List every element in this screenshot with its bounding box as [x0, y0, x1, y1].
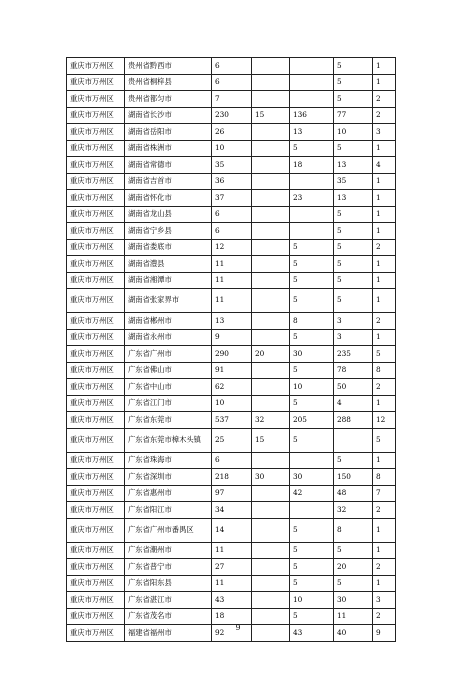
value-cell: 2	[373, 107, 396, 124]
value-cell	[252, 518, 290, 542]
destination-cell: 湖南省岳阳市	[125, 124, 212, 141]
value-cell	[290, 58, 334, 75]
origin-cell: 重庆市万州区	[67, 58, 125, 75]
value-cell: 1	[373, 575, 396, 592]
table-row	[67, 469, 396, 486]
origin-cell: 重庆市万州区	[67, 239, 125, 256]
value-cell: 1	[373, 58, 396, 75]
origin-cell: 重庆市万州区	[67, 518, 125, 542]
value-cell: 5	[334, 452, 373, 469]
value-cell: 1	[373, 329, 396, 346]
table-row	[67, 190, 396, 207]
destination-cell: 广东省深圳市	[125, 469, 212, 486]
origin-cell: 重庆市万州区	[67, 157, 125, 174]
table-row	[67, 313, 396, 330]
value-cell: 235	[334, 346, 373, 363]
table-row	[67, 206, 396, 223]
value-cell: 5	[334, 289, 373, 313]
destination-cell: 广东省中山市	[125, 379, 212, 396]
value-cell: 43	[290, 625, 334, 642]
value-cell: 78	[334, 362, 373, 379]
value-cell: 7	[373, 485, 396, 502]
value-cell	[252, 58, 290, 75]
value-cell	[290, 91, 334, 108]
destination-cell: 湖南省常德市	[125, 157, 212, 174]
value-cell: 35	[212, 157, 252, 174]
value-cell: 205	[290, 412, 334, 429]
value-cell: 32	[334, 502, 373, 519]
value-cell: 62	[212, 379, 252, 396]
value-cell: 5	[290, 329, 334, 346]
value-cell: 43	[212, 592, 252, 609]
value-cell	[252, 452, 290, 469]
value-cell	[252, 395, 290, 412]
value-cell: 23	[290, 190, 334, 207]
origin-cell: 重庆市万州区	[67, 190, 125, 207]
table-row	[67, 502, 396, 519]
value-cell: 18	[212, 608, 252, 625]
table-row	[67, 346, 396, 363]
destination-cell: 广东省珠海市	[125, 452, 212, 469]
destination-cell: 福建省福州市	[125, 625, 212, 642]
value-cell: 11	[212, 575, 252, 592]
value-cell: 5	[334, 542, 373, 559]
value-cell	[290, 223, 334, 240]
origin-cell: 重庆市万州区	[67, 452, 125, 469]
value-cell: 5	[290, 272, 334, 289]
destination-cell: 湖南省株洲市	[125, 140, 212, 157]
value-cell: 5	[373, 346, 396, 363]
value-cell: 5	[334, 239, 373, 256]
value-cell: 5	[334, 74, 373, 91]
destination-cell: 广东省普宁市	[125, 559, 212, 576]
value-cell: 7	[212, 91, 252, 108]
table-body	[67, 58, 396, 642]
value-cell: 6	[212, 223, 252, 240]
value-cell: 5	[290, 542, 334, 559]
value-cell: 5	[290, 575, 334, 592]
value-cell: 150	[334, 469, 373, 486]
destination-cell: 广东省潮州市	[125, 542, 212, 559]
value-cell: 12	[373, 412, 396, 429]
table-row	[67, 107, 396, 124]
value-cell	[252, 223, 290, 240]
value-cell: 37	[212, 190, 252, 207]
destination-cell: 湖南省郴州市	[125, 313, 212, 330]
origin-cell: 重庆市万州区	[67, 289, 125, 313]
table-row	[67, 559, 396, 576]
origin-cell: 重庆市万州区	[67, 395, 125, 412]
value-cell: 11	[212, 289, 252, 313]
origin-cell: 重庆市万州区	[67, 575, 125, 592]
value-cell: 25	[212, 428, 252, 452]
destination-cell: 广东省东莞市樟木头镇	[125, 428, 212, 452]
value-cell: 77	[334, 107, 373, 124]
value-cell: 5	[290, 559, 334, 576]
table-row	[67, 485, 396, 502]
table-row	[67, 140, 396, 157]
value-cell	[252, 91, 290, 108]
origin-cell: 重庆市万州区	[67, 502, 125, 519]
value-cell: 26	[212, 124, 252, 141]
value-cell	[252, 575, 290, 592]
origin-cell: 重庆市万州区	[67, 469, 125, 486]
value-cell: 13	[334, 190, 373, 207]
destination-cell: 贵州省桐梓县	[125, 74, 212, 91]
table-row	[67, 542, 396, 559]
origin-cell: 重庆市万州区	[67, 74, 125, 91]
origin-cell: 重庆市万州区	[67, 206, 125, 223]
origin-cell: 重庆市万州区	[67, 542, 125, 559]
value-cell	[252, 157, 290, 174]
value-cell	[290, 206, 334, 223]
value-cell: 1	[373, 272, 396, 289]
value-cell: 1	[373, 518, 396, 542]
origin-cell: 重庆市万州区	[67, 346, 125, 363]
table-row	[67, 428, 396, 452]
value-cell: 2	[373, 313, 396, 330]
destination-cell: 贵州省黔西市	[125, 58, 212, 75]
value-cell: 6	[212, 206, 252, 223]
origin-cell: 重庆市万州区	[67, 329, 125, 346]
value-cell	[252, 289, 290, 313]
value-cell: 3	[334, 313, 373, 330]
value-cell: 3	[334, 329, 373, 346]
origin-cell: 重庆市万州区	[67, 313, 125, 330]
value-cell: 5	[290, 428, 334, 452]
table-row	[67, 452, 396, 469]
value-cell: 1	[373, 452, 396, 469]
destination-cell: 广东省茂名市	[125, 608, 212, 625]
table-row	[67, 272, 396, 289]
value-cell: 5	[290, 395, 334, 412]
value-cell: 5	[334, 256, 373, 273]
table-row	[67, 239, 396, 256]
value-cell: 5	[290, 289, 334, 313]
value-cell: 5	[290, 362, 334, 379]
destination-cell: 湖南省湘潭市	[125, 272, 212, 289]
value-cell: 34	[212, 502, 252, 519]
value-cell: 5	[290, 140, 334, 157]
value-cell	[252, 256, 290, 273]
value-cell: 6	[212, 58, 252, 75]
value-cell: 1	[373, 256, 396, 273]
value-cell: 14	[212, 518, 252, 542]
value-cell: 3	[373, 124, 396, 141]
destination-cell: 广东省广州市番禺区	[125, 518, 212, 542]
value-cell: 8	[373, 362, 396, 379]
value-cell	[290, 173, 334, 190]
value-cell: 2	[373, 502, 396, 519]
table-row	[67, 223, 396, 240]
value-cell: 5	[290, 608, 334, 625]
origin-cell: 重庆市万州区	[67, 223, 125, 240]
value-cell: 48	[334, 485, 373, 502]
table-row	[67, 157, 396, 174]
table-row	[67, 379, 396, 396]
value-cell: 6	[212, 452, 252, 469]
destination-cell: 湖南省澧县	[125, 256, 212, 273]
value-cell	[252, 206, 290, 223]
table-row	[67, 362, 396, 379]
destination-cell: 广东省惠州市	[125, 485, 212, 502]
value-cell: 1	[373, 173, 396, 190]
value-cell: 91	[212, 362, 252, 379]
value-cell	[252, 485, 290, 502]
data-table	[66, 57, 396, 642]
value-cell: 537	[212, 412, 252, 429]
value-cell: 2	[373, 91, 396, 108]
value-cell: 1	[373, 395, 396, 412]
destination-cell: 湖南省永州市	[125, 329, 212, 346]
value-cell: 8	[373, 469, 396, 486]
origin-cell: 重庆市万州区	[67, 592, 125, 609]
destination-cell: 贵州省都匀市	[125, 91, 212, 108]
destination-cell: 广东省佛山市	[125, 362, 212, 379]
table-row	[67, 256, 396, 273]
value-cell: 5	[334, 91, 373, 108]
value-cell: 2	[373, 239, 396, 256]
value-cell	[290, 74, 334, 91]
value-cell: 11	[334, 608, 373, 625]
value-cell: 2	[373, 608, 396, 625]
value-cell: 11	[212, 542, 252, 559]
value-cell: 10	[334, 124, 373, 141]
value-cell: 5	[334, 206, 373, 223]
value-cell	[252, 140, 290, 157]
value-cell: 4	[334, 395, 373, 412]
destination-cell: 湖南省宁乡县	[125, 223, 212, 240]
value-cell: 5	[334, 140, 373, 157]
value-cell: 2	[373, 379, 396, 396]
value-cell: 30	[252, 469, 290, 486]
value-cell: 18	[290, 157, 334, 174]
value-cell: 11	[212, 256, 252, 273]
value-cell: 13	[212, 313, 252, 330]
origin-cell: 重庆市万州区	[67, 559, 125, 576]
value-cell: 5	[373, 428, 396, 452]
destination-cell: 湖南省张家界市	[125, 289, 212, 313]
destination-cell: 湖南省长沙市	[125, 107, 212, 124]
value-cell: 42	[290, 485, 334, 502]
value-cell: 1	[373, 206, 396, 223]
table-row	[67, 412, 396, 429]
value-cell: 1	[373, 542, 396, 559]
value-cell: 35	[334, 173, 373, 190]
value-cell: 30	[290, 346, 334, 363]
value-cell: 8	[290, 313, 334, 330]
value-cell: 1	[373, 140, 396, 157]
destination-cell: 湖南省龙山县	[125, 206, 212, 223]
origin-cell: 重庆市万州区	[67, 379, 125, 396]
value-cell	[290, 452, 334, 469]
value-cell: 5	[290, 256, 334, 273]
value-cell: 20	[252, 346, 290, 363]
value-cell: 5	[334, 58, 373, 75]
origin-cell: 重庆市万州区	[67, 91, 125, 108]
value-cell: 290	[212, 346, 252, 363]
value-cell: 10	[290, 379, 334, 396]
value-cell	[252, 542, 290, 559]
value-cell: 1	[373, 289, 396, 313]
value-cell: 11	[212, 272, 252, 289]
value-cell: 5	[290, 239, 334, 256]
value-cell: 10	[290, 592, 334, 609]
value-cell: 4	[373, 157, 396, 174]
table-row	[67, 74, 396, 91]
value-cell	[252, 559, 290, 576]
value-cell: 288	[334, 412, 373, 429]
value-cell: 2	[373, 559, 396, 576]
origin-cell: 重庆市万州区	[67, 608, 125, 625]
destination-cell: 湖南省娄底市	[125, 239, 212, 256]
value-cell: 10	[212, 140, 252, 157]
value-cell: 5	[334, 272, 373, 289]
value-cell: 15	[252, 428, 290, 452]
value-cell	[252, 362, 290, 379]
page-number: 9	[235, 623, 241, 632]
value-cell	[334, 428, 373, 452]
value-cell: 30	[290, 469, 334, 486]
value-cell: 6	[212, 74, 252, 91]
value-cell	[252, 329, 290, 346]
table-row	[67, 395, 396, 412]
value-cell	[252, 313, 290, 330]
table-row	[67, 289, 396, 313]
origin-cell: 重庆市万州区	[67, 140, 125, 157]
origin-cell: 重庆市万州区	[67, 107, 125, 124]
value-cell: 97	[212, 485, 252, 502]
origin-cell: 重庆市万州区	[67, 362, 125, 379]
value-cell: 1	[373, 223, 396, 240]
value-cell	[252, 272, 290, 289]
value-cell: 5	[290, 518, 334, 542]
value-cell	[252, 190, 290, 207]
value-cell: 27	[212, 559, 252, 576]
value-cell: 5	[334, 223, 373, 240]
value-cell: 30	[334, 592, 373, 609]
value-cell: 20	[334, 559, 373, 576]
value-cell: 8	[334, 518, 373, 542]
value-cell: 5	[334, 575, 373, 592]
destination-cell: 广东省阳江市	[125, 502, 212, 519]
origin-cell: 重庆市万州区	[67, 173, 125, 190]
value-cell: 12	[212, 239, 252, 256]
destination-cell: 广东省江门市	[125, 395, 212, 412]
destination-cell: 湖南省吉首市	[125, 173, 212, 190]
value-cell: 40	[334, 625, 373, 642]
value-cell: 10	[212, 395, 252, 412]
value-cell	[252, 173, 290, 190]
origin-cell: 重庆市万州区	[67, 485, 125, 502]
value-cell: 36	[212, 173, 252, 190]
value-cell: 218	[212, 469, 252, 486]
table-row	[67, 518, 396, 542]
origin-cell: 重庆市万州区	[67, 412, 125, 429]
destination-cell: 湖南省怀化市	[125, 190, 212, 207]
table-row	[67, 124, 396, 141]
destination-cell: 广东省阳东县	[125, 575, 212, 592]
table-row	[67, 58, 396, 75]
origin-cell: 重庆市万州区	[67, 625, 125, 642]
destination-cell: 广东省东莞市	[125, 412, 212, 429]
value-cell: 230	[212, 107, 252, 124]
table-row	[67, 91, 396, 108]
value-cell	[290, 502, 334, 519]
value-cell	[252, 592, 290, 609]
origin-cell: 重庆市万州区	[67, 272, 125, 289]
value-cell	[252, 239, 290, 256]
table-row	[67, 329, 396, 346]
destination-cell: 广东省广州市	[125, 346, 212, 363]
value-cell: 3	[373, 592, 396, 609]
value-cell: 9	[373, 625, 396, 642]
value-cell	[252, 74, 290, 91]
origin-cell: 重庆市万州区	[67, 124, 125, 141]
destination-cell: 广东省湛江市	[125, 592, 212, 609]
origin-cell: 重庆市万州区	[67, 428, 125, 452]
table-row	[67, 575, 396, 592]
value-cell: 50	[334, 379, 373, 396]
origin-cell: 重庆市万州区	[67, 256, 125, 273]
value-cell	[252, 502, 290, 519]
value-cell: 13	[290, 124, 334, 141]
value-cell: 1	[373, 74, 396, 91]
table-row	[67, 592, 396, 609]
value-cell	[252, 379, 290, 396]
value-cell: 136	[290, 107, 334, 124]
value-cell: 13	[334, 157, 373, 174]
value-cell: 92	[212, 625, 252, 642]
value-cell: 9	[212, 329, 252, 346]
value-cell: 1	[373, 190, 396, 207]
value-cell	[252, 124, 290, 141]
table-row	[67, 173, 396, 190]
value-cell: 15	[252, 107, 290, 124]
value-cell: 32	[252, 412, 290, 429]
